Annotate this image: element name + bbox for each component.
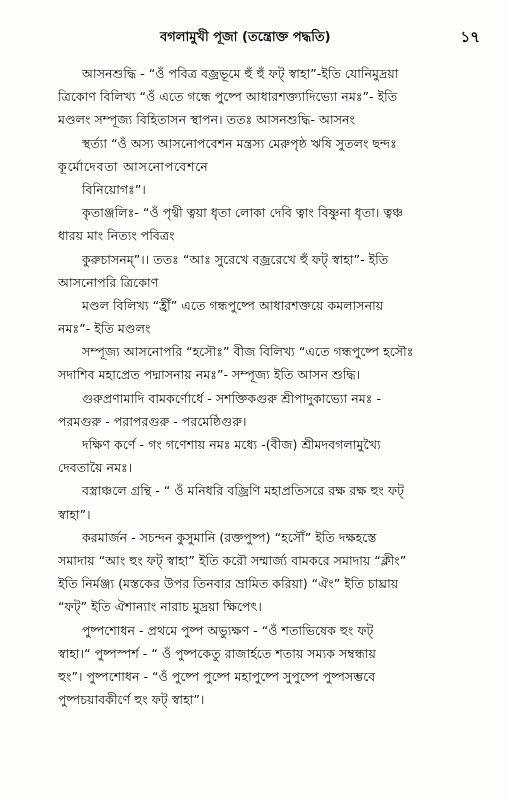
text-line: পুষ্পশোধন - প্রথমে পুষ্প অভ্যুক্ষণ - “ওঁ শতাভিষেক হুং ফট্	[82, 622, 374, 638]
text-line: নমঃ”- ইতি মণ্ডলং	[58, 321, 151, 337]
text-line: করমার্জন - সচন্দন কুসুমানি (রক্তপুষ্প) “হসৌঁ” ইতি দক্ষহস্তে	[82, 529, 377, 545]
text-line: সমাদায় “আং হুং ফট্ স্বাহা” ইতি করৌ সম্মার্জ্য বামকরে সমাদায় “ক্লীং”	[58, 552, 407, 568]
text-line: বিনিয়োগঃ”।	[82, 181, 146, 197]
text-line: মণ্ডল বিলিখ্য “হ্রীঁ” এতে গন্ধপুষ্পে আধারশক্তয়ে কমলাসনায়	[82, 297, 384, 313]
text-line: হুং”। পুষ্পশোধন - “ওঁ পুষ্পে পুষ্পে মহাপুষ্পে সুপুষ্পে পুষ্পসম্ভবে	[58, 668, 376, 684]
text-line: পরমগুরু - পরাপরগুরু - পরমেষ্ঠিগুরু।	[58, 413, 247, 429]
text-line: “ফট্” ইতি ঐশান্যাং নারাচ মুদ্রয়া ক্ষিপেৎ।	[58, 599, 262, 615]
text-line: ইতি নির্মঞ্জ্য (মস্তকের উপর তিনবার ভ্রামিত করিয়া) “ঐং” ইতি চাঘ্রায়	[58, 576, 399, 592]
text-line: দক্ষিণ কর্ণে - গং গণেশায় নমঃ মধ্যে -(বীজ) শ্রীমদবগলামুখ্যৈ	[82, 437, 381, 452]
text-line: গুরুপ্রণামাদি বামকর্ণোর্ধে - সশক্তিকগুরু শ্রীপাদুকাভ্যো নমঃ -	[82, 390, 381, 406]
text-line: ত্রিকোণ বিলিখ্য “ওঁ এতে গন্ধে পুষ্পে আধারশক্ত্যাদিভ্যো নমঃ”- ইতি	[58, 89, 398, 105]
text-line: মণ্ডলং সম্পূজ্য বিহিতাসন স্থাপন। ততঃ আসনশুদ্ধি- আসনং	[58, 112, 355, 128]
text-line: সদাশিব মহাপ্রেত পদ্মাসনায় নমঃ”- সম্পূজ্য ইতি আসন শুদ্ধি।	[58, 367, 361, 383]
text-line: কুরুচাসনম্”।। ততঃ “আঃ সুরেখে বজ্ররেখে হুঁ ফট্ স্বাহা”- ইতি	[82, 251, 389, 267]
text-line: কৃতাঞ্জলিঃ- “ওঁ পৃথ্বী ত্বয়া ধৃতা লোকা দেবি ত্বাং বিষ্ণুনা ধৃতা। ত্বঞ্চ	[82, 205, 404, 221]
text-line: স্বাহা”।	[58, 506, 91, 522]
text-line: ধারয় মাং নিত্যং পবিত্রং	[58, 228, 175, 244]
page-number: ১৭	[460, 28, 480, 46]
text-line: আসনশুদ্ধি - “ওঁ পবিত্র বজ্রভূমে হুঁ হুঁ ফট্ স্বাহা”-ইতি যোনিমুদ্রয়া	[82, 66, 399, 81]
page-header	[60, 28, 480, 50]
text-line: বস্ত্রাঞ্চলে গ্রন্থি - “ ওঁ মনিধরি বজ্রিণি মহাপ্রতিসরে রক্ষ রক্ষ হুং ফট্	[82, 483, 405, 499]
running-title: বগলামুখী পূজা (তন্ত্রোক্ত পদ্ধতি)	[160, 30, 331, 45]
page-body	[58, 62, 476, 711]
text-line: কূর্মোদেবতা আসনোপবেশনে	[58, 158, 209, 174]
text-line: দেবতায়ৈ নমঃ।	[58, 460, 133, 476]
text-line: পুষ্পচয়াবকীর্ণে হুং ফট্ স্বাহা”।	[58, 692, 205, 708]
text-line: স্থর্ত্যা “ওঁ অস্য আসনোপবেশন মন্ত্রস্য মেরুপৃষ্ঠ ঋষি সুতলং ছন্দঃ	[82, 135, 397, 151]
text-line: আসনোপরি ত্রিকোণ	[58, 274, 159, 290]
text-line: সম্পূজ্য আসনোপরি “হসৌঃ” বীজ বিলিখ্য “এতে গন্ধপুষ্পে হসৌঃ	[82, 344, 414, 360]
text-line: স্বাহা।“ পুষ্পস্পর্শ - “ ওঁ পুষ্পকেতু রাজার্হতে শতায় সম্যক সম্বন্ধায়	[58, 645, 376, 661]
